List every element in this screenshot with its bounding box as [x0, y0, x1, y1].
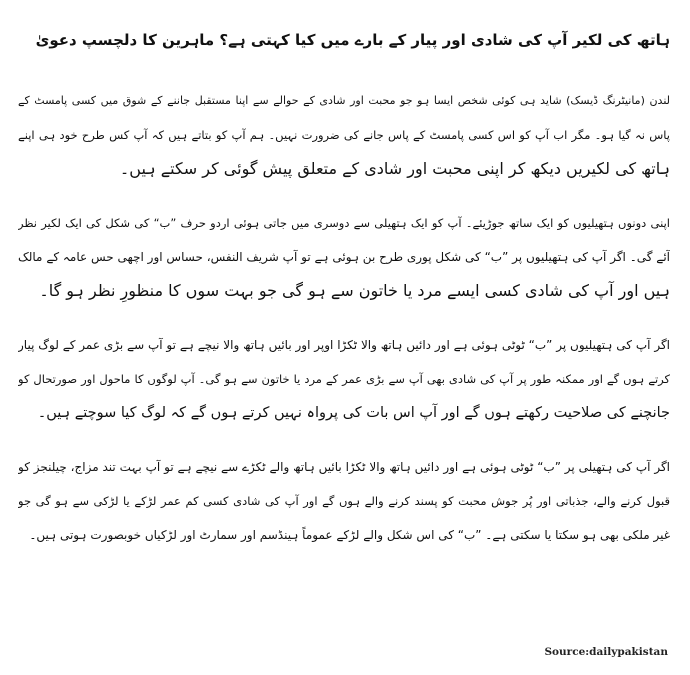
text-line: ہیں اور آپ کی شادی کسی ایسے مرد یا خاتون سے ہو گی جو بہت سوں کا منظورِ نظر ہو گا۔	[39, 281, 670, 300]
text-line: اگر آپ کی ہتھیلیوں پر ”ب“ ٹوٹی ہوئی ہے اور دائیں ہاتھ والا ٹکڑا اوپر اور بائیں ہاتھ والا نیچے ہے تو آپ سے بڑی عمر کے لوگ پیار	[18, 338, 670, 352]
article-headline: ہاتھ کی لکیر آپ کی شادی اور پیار کے بارے میں کیا کہتی ہے؟ ماہرین کا دلچسپ دعویٰ	[35, 31, 670, 49]
text-line: آئے گی۔ اگر آپ کی ہتھیلیوں پر ”ب“ کی شکل پوری طرح بن ہوئی ہے تو آپ شریف النفس، حساس اور اچھی حس عامہ کے مالک	[18, 250, 670, 264]
text-line: کرتے ہوں گے اور ممکنہ طور پر آپ کی شادی بھی آپ سے بڑی عمر کے مرد یا خاتون سے ہو گی۔ آپ لوگوں کا ماحول اور صورتحال کو	[18, 372, 670, 386]
paragraph-1	[18, 84, 670, 186]
article-body	[18, 84, 670, 572]
text-line: اگر آپ کی ہتھیلی پر ”ب“ ٹوٹی ہوئی ہے اور دائیں ہاتھ والا ٹکڑا بائیں ہاتھ والے ٹکڑے سے نیچے ہے تو آپ بہت تند مزاج، چیلنجز کو	[18, 460, 670, 474]
text-line: قبول کرنے والے، جذباتی اور پُر جوش محبت کو پسند کرنے والے ہوں گے اور آپ کی شادی کسی کم عمر لڑکے یا لڑکی سے ہو گی جو	[18, 494, 670, 508]
paragraph-4	[18, 450, 670, 552]
text-line: پاس نہ گیا ہو۔ مگر اب آپ کو اس کسی پامسٹ کے پاس جانے کی ضرورت نہیں۔ ہم آپ کو بتاتے ہیں کہ آپ کس طرح خود ہی اپنے	[18, 128, 670, 142]
text-line: غیر ملکی بھی ہو سکتا یا سکتی ہے۔ ”ب“ کی اس شکل والے لڑکے عموماً ہینڈسم اور سمارٹ اور لڑکیاں خوبصورت ہوتی ہیں۔	[29, 528, 670, 542]
text-line: ہاتھ کی لکیریں دیکھ کر اپنی محبت اور شادی کے متعلق پیش گوئی کر سکتے ہیں۔	[119, 159, 670, 178]
text-line: اپنی دونوں ہتھیلیوں کو ایک ساتھ جوڑیئے۔ آپ کو ایک ہتھیلی سے دوسری میں جاتی ہوئی اردو حرف ”ب“ کی شکل کی ایک لکیر نظر	[18, 216, 670, 230]
source-credit: Source:dailypakistan	[544, 646, 668, 658]
text-line: جانچنے کی صلاحیت رکھتے ہوں گے اور آپ اس بات کی پرواہ نہیں کرتے ہوں گے کہ لوگ کیا سوچتے ہیں۔	[37, 405, 670, 421]
paragraph-2	[18, 206, 670, 308]
paragraph-3	[18, 328, 670, 430]
text-line: لندن (مانیٹرنگ ڈیسک) شاید ہی کوئی شخص ایسا ہو جو محبت اور شادی کے حوالے سے اپنا مستقبل جاننے کے شوق میں کسی پامسٹ کے	[18, 94, 670, 107]
